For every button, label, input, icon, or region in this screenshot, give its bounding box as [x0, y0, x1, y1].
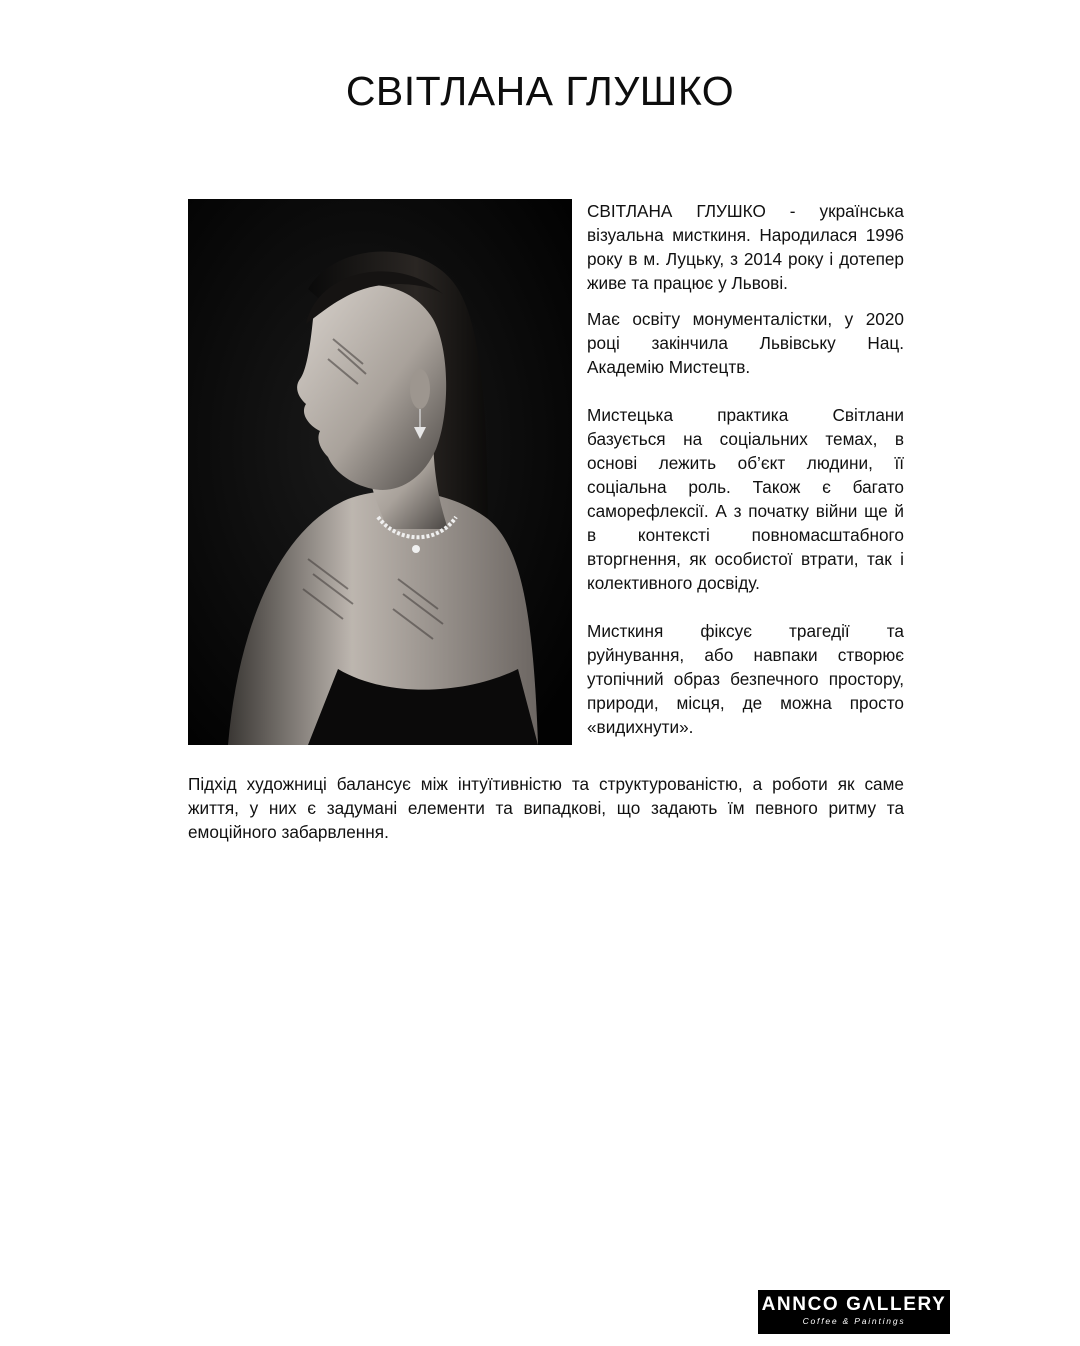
artist-portrait-photo: [188, 199, 572, 745]
gallery-logo: [758, 1290, 950, 1334]
bio-paragraph-themes: Мисткиня фіксує трагедії та руйнування, або навпаки створює утопічний образ безпечного простору, природи, місця, де можна просто «видихнути».: [587, 621, 904, 737]
gallery-logo-name: ANNCO GΛLLERY: [761, 1294, 947, 1315]
bio-paragraph-education: Має освіту монументалістки, у 2020 році закінчила Львівську Нац. Академію Мистецтв.: [587, 309, 904, 377]
portrait-illustration: [188, 199, 572, 745]
closing-paragraph: Підхід художниці балансує між інтуїтивністю та структурованістю, а роботи як саме життя, у них є задумані елементи та випадкові, що задають їм певного ритму та емоційного забарвлення.: [188, 774, 904, 842]
gallery-logo-tagline: Coffee & Paintings: [802, 1316, 906, 1326]
bio-paragraph-intro: СВІТЛАНА ГЛУШКО - українська візуальна мисткиня. Народилася 1996 року в м. Луцьку, з 2014 року і дотепер живе та працює у Львові.: [587, 201, 904, 293]
page-title: СВІТЛАНА ГЛУШКО: [345, 68, 735, 114]
bio-paragraph-practice: Мистецька практика Світлани базується на соціальних темах, в основі лежить об’єкт людини, її соціальна роль. Також є багато саморефлексії. А з початку війни ще й в контексті повномасштабного вторгнення, як особистої втрати, так і колективного досвіду.: [587, 405, 904, 593]
artist-bio: [587, 199, 904, 751]
